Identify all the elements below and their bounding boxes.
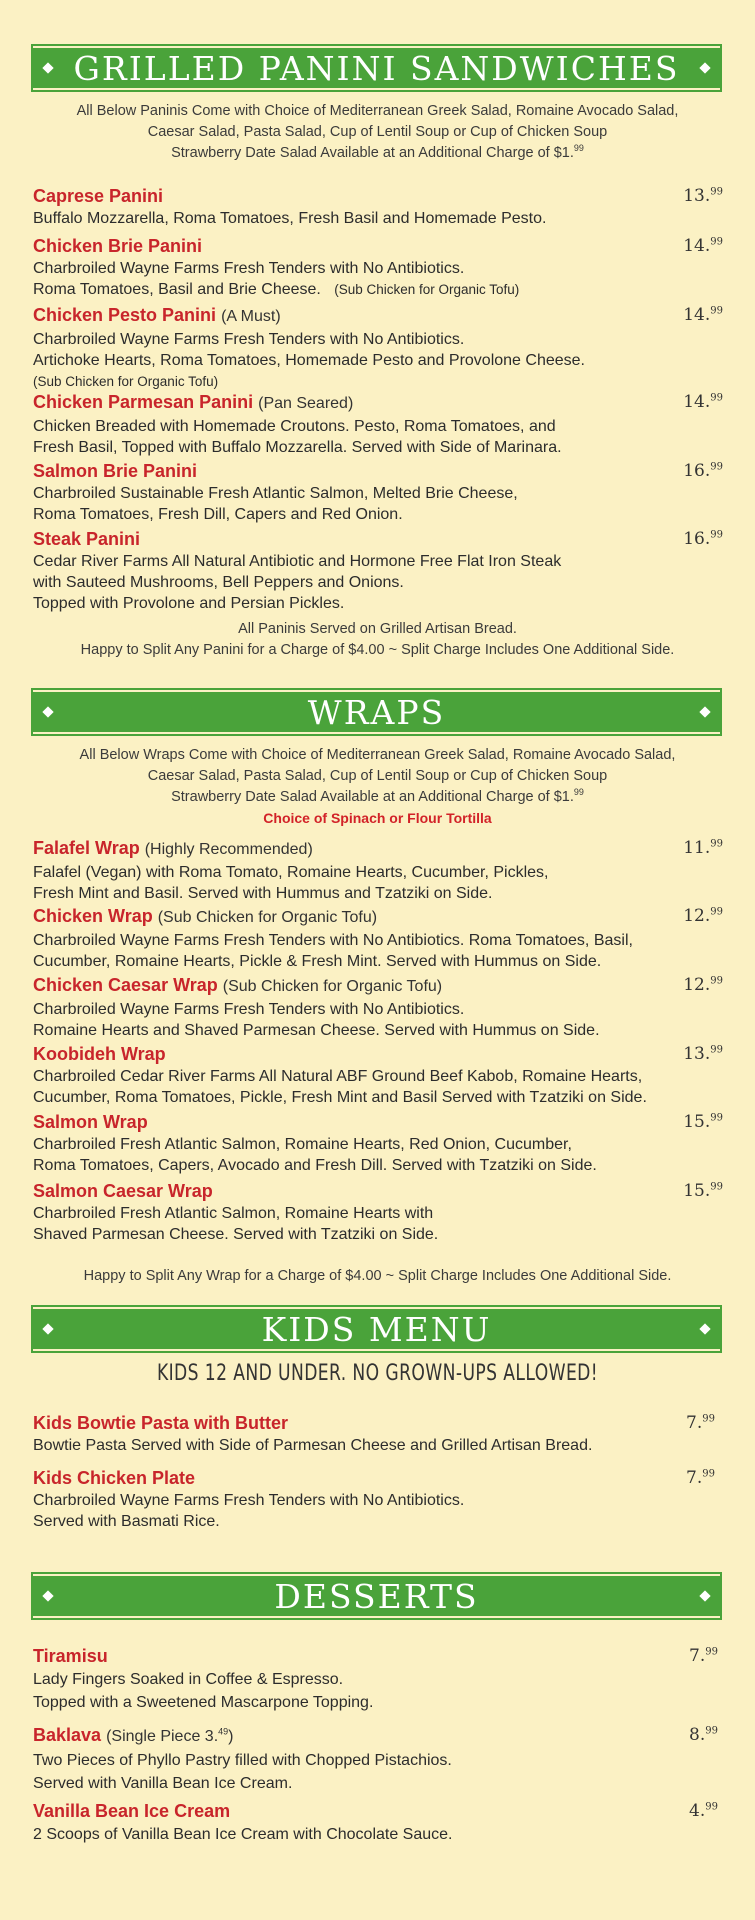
item-desc: Charbroiled Cedar River Farms All Natural ABF Ground Beef Kabob, Romaine Hearts, <box>33 1068 643 1085</box>
panini-footer <box>0 619 755 661</box>
wraps-intro-line: All Below Wraps Come with Choice of Mediterranean Greek Salad, Romaine Avocado Salad, <box>79 747 676 763</box>
item-price: 14.99 <box>683 305 723 325</box>
item-desc: Shaved Parmesan Cheese. Served with Tzatziki on Side. <box>33 1226 439 1243</box>
item-name: Chicken Parmesan Panini <box>33 392 254 412</box>
panini-banner <box>33 46 720 90</box>
panini-footer-line: All Paninis Served on Grilled Artisan Bread. <box>238 621 517 637</box>
kids-title: KIDS MENU <box>261 1309 492 1349</box>
item-desc: with Sauteed Mushrooms, Bell Peppers and Onions. <box>33 574 404 591</box>
item-price: 13.99 <box>683 186 723 206</box>
item-price: 7.99 <box>686 1468 715 1488</box>
item-name: Tiramisu <box>33 1646 108 1666</box>
menu-item <box>33 1466 715 1532</box>
desserts-title: DESSERTS <box>274 1576 479 1616</box>
item-price: 13.99 <box>683 1044 723 1064</box>
item-name: Chicken Caesar Wrap <box>33 975 218 995</box>
item-name: Vanilla Bean Ice Cream <box>33 1801 231 1821</box>
item-price: 4.99 <box>689 1801 718 1821</box>
item-desc: Topped with a Sweetened Mascarpone Topping. <box>33 1694 374 1711</box>
item-desc: Fresh Mint and Basil. Served with Hummus and Tzatziki on Side. <box>33 885 493 902</box>
item-note: (Sub Chicken for Organic Tofu) <box>33 374 219 389</box>
item-name: Chicken Wrap <box>33 906 153 926</box>
item-extra: (Single Piece 3.49) <box>106 1726 234 1745</box>
item-desc: Roma Tomatoes, Basil and Brie Cheese. (Sub Chicken for Organic Tofu) <box>33 281 520 298</box>
item-name: Baklava <box>33 1725 102 1745</box>
item-desc: Chicken Breaded with Homemade Croutons. Pesto, Roma Tomatoes, and <box>33 418 556 435</box>
item-extra: (A Must) <box>221 308 281 325</box>
item-name: Steak Panini <box>33 529 141 549</box>
panini-intro-line: Caesar Salad, Pasta Salad, Cup of Lentil Soup or Cup of Chicken Soup <box>147 124 608 140</box>
tortilla-choice: Choice of Spinach or Flour Tortilla <box>263 810 492 826</box>
item-desc: Roma Tomatoes, Capers, Avocado and Fresh Dill. Served with Tzatziki on Side. <box>33 1157 597 1174</box>
item-desc: Charbroiled Wayne Farms Fresh Tenders with No Antibiotics. <box>33 1001 465 1018</box>
menu-item <box>33 390 723 458</box>
item-desc: Fresh Basil, Topped with Buffalo Mozzarella. Served with Side of Marinara. <box>33 439 562 456</box>
diamond-icon <box>699 1323 710 1334</box>
menu-item <box>33 1042 723 1108</box>
menu-item <box>33 1644 718 1714</box>
wraps-intro-line: Caesar Salad, Pasta Salad, Cup of Lentil Soup or Cup of Chicken Soup <box>147 768 608 784</box>
item-desc: Roma Tomatoes, Fresh Dill, Capers and Red Onion. <box>33 506 403 523</box>
item-name: Salmon Wrap <box>33 1112 148 1132</box>
item-name: Salmon Caesar Wrap <box>33 1181 213 1201</box>
item-name: Chicken Pesto Panini <box>33 305 217 325</box>
item-extra: (Sub Chicken for Organic Tofu) <box>157 909 378 926</box>
wraps-intro-line: Strawberry Date Salad Available at an Additional Charge of $1.99 <box>171 787 584 805</box>
menu-item <box>33 459 723 525</box>
item-desc: Topped with Provolone and Persian Pickles. <box>33 595 345 612</box>
menu-item <box>33 527 723 614</box>
item-desc: Cucumber, Romaine Hearts, Pickle & Fresh Mint. Served with Hummus on Side. <box>33 953 602 970</box>
item-price: 14.99 <box>683 392 723 412</box>
menu-item <box>33 1799 718 1846</box>
item-extra: (Pan Seared) <box>258 395 354 412</box>
item-desc: Charbroiled Wayne Farms Fresh Tenders with No Antibiotics. <box>33 260 465 277</box>
item-name: Falafel Wrap <box>33 838 140 858</box>
item-price: 16.99 <box>683 529 723 549</box>
wraps-banner <box>33 690 720 734</box>
item-desc: Romaine Hearts and Shaved Parmesan Cheese. Served with Hummus on Side. <box>33 1022 600 1039</box>
diamond-icon <box>42 62 53 73</box>
menu-item <box>33 973 723 1041</box>
item-desc: Artichoke Hearts, Roma Tomatoes, Homemade Pesto and Provolone Cheese. <box>33 352 585 369</box>
item-desc: Served with Basmati Rice. <box>33 1513 220 1530</box>
item-desc: Charbroiled Fresh Atlantic Salmon, Romaine Hearts, Red Onion, Cucumber, <box>33 1136 572 1153</box>
item-desc: Charbroiled Wayne Farms Fresh Tenders with No Antibiotics. <box>33 1492 465 1509</box>
diamond-icon <box>699 706 710 717</box>
diamond-icon <box>699 1590 710 1601</box>
item-price: 12.99 <box>683 906 723 926</box>
item-price: 7.99 <box>686 1413 715 1433</box>
wraps-footer <box>0 1266 755 1287</box>
menu-item <box>33 1723 718 1795</box>
menu-item <box>33 836 723 904</box>
item-desc: Served with Vanilla Bean Ice Cream. <box>33 1775 293 1792</box>
menu-item <box>33 904 723 972</box>
item-price: 14.99 <box>683 236 723 256</box>
wraps-footer-line: Happy to Split Any Wrap for a Charge of $4.00 ~ Split Charge Includes One Additional Side. <box>83 1268 672 1284</box>
kids-banner <box>33 1307 720 1351</box>
panini-title: GRILLED PANINI SANDWICHES <box>73 48 680 88</box>
item-price: 12.99 <box>683 975 723 995</box>
kids-tagline: KIDS 12 AND UNDER. NO GROWN-UPS ALLOWED! <box>156 1361 599 1386</box>
menu-item <box>33 1110 723 1176</box>
wraps-title: WRAPS <box>307 692 446 732</box>
item-price: 8.99 <box>689 1725 718 1745</box>
item-desc: Lady Fingers Soaked in Coffee & Espresso. <box>33 1671 344 1688</box>
item-name: Kids Chicken Plate <box>33 1468 196 1488</box>
item-price: 11.99 <box>683 838 723 858</box>
menu-item <box>33 184 723 229</box>
diamond-icon <box>42 1323 53 1334</box>
item-price: 7.99 <box>689 1646 718 1666</box>
item-desc: Charbroiled Fresh Atlantic Salmon, Romaine Hearts with <box>33 1205 434 1222</box>
item-desc: 2 Scoops of Vanilla Bean Ice Cream with Chocolate Sauce. <box>33 1826 453 1843</box>
panini-intro-line: All Below Paninis Come with Choice of Mediterranean Greek Salad, Romaine Avocado Salad, <box>76 103 679 119</box>
item-extra: (Sub Chicken for Organic Tofu) <box>222 978 443 995</box>
menu-item <box>33 234 723 300</box>
item-desc: Bowtie Pasta Served with Side of Parmesan Cheese and Grilled Artisan Bread. <box>33 1437 593 1454</box>
item-desc: Cedar River Farms All Natural Antibiotic and Hormone Free Flat Iron Steak <box>33 553 562 570</box>
diamond-icon <box>42 1590 53 1601</box>
item-desc: Charbroiled Wayne Farms Fresh Tenders with No Antibiotics. <box>33 331 465 348</box>
item-desc: Cucumber, Roma Tomatoes, Pickle, Fresh Mint and Basil Served with Tzatziki on Side. <box>33 1089 647 1106</box>
item-extra: (Highly Recommended) <box>144 841 313 858</box>
panini-intro <box>0 101 755 164</box>
item-name: Chicken Brie Panini <box>33 236 203 256</box>
menu-item <box>33 303 723 392</box>
item-desc: Two Pieces of Phyllo Pastry filled with Chopped Pistachios. <box>33 1752 452 1769</box>
item-desc: Charbroiled Sustainable Fresh Atlantic Salmon, Melted Brie Cheese, <box>33 485 518 502</box>
wraps-intro <box>0 745 755 829</box>
item-price: 16.99 <box>683 461 723 481</box>
panini-footer-line: Happy to Split Any Panini for a Charge of $4.00 ~ Split Charge Includes One Additional Side. <box>80 642 675 658</box>
panini-intro-line: Strawberry Date Salad Available at an Additional Charge of $1.99 <box>171 143 584 161</box>
item-desc: Buffalo Mozzarella, Roma Tomatoes, Fresh Basil and Homemade Pesto. <box>33 210 547 227</box>
menu-item <box>33 1179 723 1245</box>
diamond-icon <box>42 706 53 717</box>
item-price: 15.99 <box>683 1112 723 1132</box>
menu-item <box>33 1411 715 1456</box>
item-name: Koobideh Wrap <box>33 1044 166 1064</box>
item-desc: Falafel (Vegan) with Roma Tomato, Romaine Hearts, Cucumber, Pickles, <box>33 864 549 881</box>
item-name: Kids Bowtie Pasta with Butter <box>33 1413 289 1433</box>
item-price: 15.99 <box>683 1181 723 1201</box>
item-name: Caprese Panini <box>33 186 164 206</box>
diamond-icon <box>699 62 710 73</box>
item-desc: Charbroiled Wayne Farms Fresh Tenders with No Antibiotics. Roma Tomatoes, Basil, <box>33 932 633 949</box>
item-name: Salmon Brie Panini <box>33 461 198 481</box>
desserts-banner <box>33 1574 720 1618</box>
